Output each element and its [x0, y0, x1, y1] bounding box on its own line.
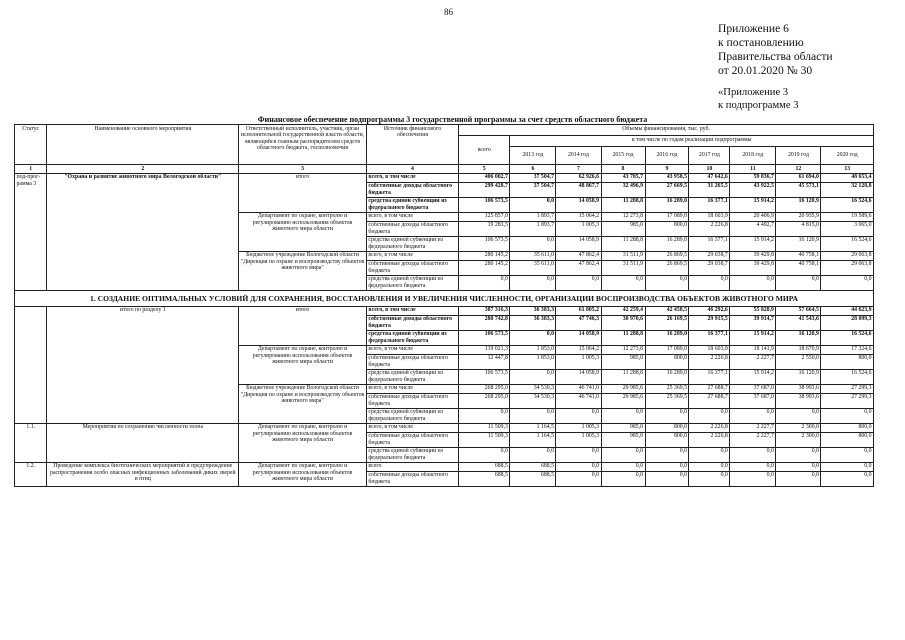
value-cell: 0,0 [821, 447, 874, 462]
value-cell: 2 300,0 [776, 423, 821, 432]
value-cell: 0,0 [556, 462, 601, 471]
value-cell: 800,0 [821, 423, 874, 432]
source-cell: средства единой субвенции из федерального бюджета [366, 197, 458, 212]
value-cell: 2 227,7 [730, 432, 776, 447]
value-cell: 61 694,0 [776, 173, 821, 182]
value-cell: 38 993,6 [776, 393, 821, 408]
value-cell: 0,0 [645, 471, 689, 486]
column-number: 10 [689, 165, 730, 174]
value-cell: 0,0 [510, 197, 556, 212]
column-number: 3 [239, 165, 367, 174]
value-cell: 1 853,0 [510, 354, 556, 369]
column-number: 12 [776, 165, 821, 174]
event-name: Проведение комплекса биотехнических мероприятий и предупреждение распространения особо опасных инфекционных заболеваний диких зверей и птиц [47, 462, 239, 486]
value-cell: 0,0 [776, 275, 821, 290]
source-cell: средства единой субвенции из федерального бюджета [366, 369, 458, 384]
value-cell: 29 038,7 [689, 251, 730, 260]
value-cell: 106 573,5 [459, 197, 510, 212]
value-cell: 0,0 [556, 471, 601, 486]
executor-cell: Департамент по охране, контролю и регулированию использования объектов животного мира области [239, 345, 367, 384]
value-cell: 2 226,8 [689, 354, 730, 369]
value-cell: 985,0 [601, 354, 645, 369]
value-cell: 39 914,7 [730, 315, 776, 330]
executor-cell: Бюджетное учреждение Вологодской области "Дирекция по охране и воспроизводству объектов животного мира" [239, 251, 367, 290]
source-cell: средства единой субвенции из федерального бюджета [366, 330, 458, 345]
value-cell: 37 687,0 [730, 384, 776, 393]
value-cell: 0,0 [510, 447, 556, 462]
source-cell: собственные доходы областного бюджета [366, 393, 458, 408]
column-number: 1 [15, 165, 47, 174]
value-cell: 1 164,5 [510, 423, 556, 432]
header-year: 2020 год [821, 147, 874, 165]
source-cell: всего, в том числе [366, 251, 458, 260]
value-cell: 15 914,2 [730, 369, 776, 384]
value-cell: 800,0 [645, 354, 689, 369]
value-cell: 2 226,8 [689, 423, 730, 432]
value-cell: 0,0 [776, 462, 821, 471]
value-cell: 0,0 [601, 275, 645, 290]
value-cell: 26 869,5 [645, 260, 689, 275]
column-number: 4 [366, 165, 458, 174]
value-cell: 1 893,7 [510, 221, 556, 236]
value-cell: 32 496,9 [601, 182, 645, 197]
event-name: итого по разделу 1 [47, 306, 239, 423]
value-cell: 26 869,5 [645, 251, 689, 260]
executor-cell: итого [239, 173, 367, 212]
value-cell: 16 377,1 [689, 369, 730, 384]
value-cell: 35 611,0 [510, 251, 556, 260]
value-cell: 18 670,9 [776, 345, 821, 354]
value-cell: 0,0 [510, 408, 556, 423]
table-title: Финансовое обеспечение подпрограммы 3 государственной программы за счет средств областного бюджета [257, 115, 648, 124]
value-cell: 0,0 [730, 447, 776, 462]
value-cell: 0,0 [730, 275, 776, 290]
header-year: 2013 год [510, 147, 556, 165]
value-cell: 29 985,6 [601, 393, 645, 408]
value-cell: 29 038,7 [689, 260, 730, 275]
value-cell: 39 429,8 [730, 260, 776, 275]
value-cell: 0,0 [776, 408, 821, 423]
value-cell: 27 688,7 [689, 384, 730, 393]
header-year: 2015 год [601, 147, 645, 165]
value-cell: 0,0 [730, 408, 776, 423]
value-cell: 0,0 [689, 447, 730, 462]
value-cell: 18 141,9 [730, 345, 776, 354]
value-cell: 985,0 [601, 423, 645, 432]
value-cell: 12 273,8 [601, 345, 645, 354]
value-cell: 16 524,6 [821, 236, 874, 251]
column-number: 7 [556, 165, 601, 174]
value-cell: 17 324,6 [821, 345, 874, 354]
table-row [15, 125, 874, 136]
source-cell: средства единой субвенции из федерального бюджета [366, 408, 458, 423]
value-cell: 688,5 [459, 462, 510, 471]
value-cell: 31 511,9 [601, 260, 645, 275]
source-cell: всего, в том числе [366, 345, 458, 354]
value-cell: 29 915,5 [689, 315, 730, 330]
source-cell: собственные доходы областного бюджета [366, 315, 458, 330]
approval-line: к постановлению [718, 36, 804, 49]
value-cell: 41 543,6 [776, 315, 821, 330]
value-cell: 17 089,0 [645, 212, 689, 221]
value-cell: 0,0 [689, 275, 730, 290]
value-cell: 27 299,3 [821, 393, 874, 408]
value-cell: 18 603,9 [689, 212, 730, 221]
approval-line: к подпрограмме 3 [718, 99, 799, 111]
value-cell: 0,0 [645, 408, 689, 423]
value-cell: 0,0 [459, 447, 510, 462]
value-cell: 16 289,0 [645, 236, 689, 251]
value-cell: 688,5 [459, 471, 510, 486]
value-cell: 2 226,8 [689, 221, 730, 236]
value-cell: 12 447,8 [459, 354, 510, 369]
header-year: 2018 год [730, 147, 776, 165]
value-cell: 688,5 [510, 462, 556, 471]
value-cell: 16 120,9 [776, 197, 821, 212]
column-number: 13 [821, 165, 874, 174]
approval-line: Приложение 6 [718, 22, 789, 35]
approval-line: «Приложение 3 [718, 87, 789, 98]
value-cell: 3 065,0 [821, 221, 874, 236]
value-cell: 800,0 [645, 423, 689, 432]
approval-reference [718, 87, 799, 112]
value-cell: 40 758,1 [776, 251, 821, 260]
value-cell: 106 573,5 [459, 236, 510, 251]
value-cell: 29 063,8 [821, 260, 874, 275]
value-cell: 1 005,3 [556, 354, 601, 369]
value-cell: 2 227,7 [730, 423, 776, 432]
value-cell: 800,0 [645, 221, 689, 236]
value-cell: 47 746,3 [556, 315, 601, 330]
value-cell: 42 458,5 [645, 306, 689, 315]
status-cell: 1.1. [15, 423, 47, 462]
value-cell: 11 288,8 [601, 330, 645, 345]
header-source: Источник финансового обеспечения [366, 125, 458, 165]
value-cell: 16 524,6 [821, 330, 874, 345]
header-year: 2017 год [689, 147, 730, 165]
value-cell: 2 550,0 [776, 354, 821, 369]
value-cell: 19 589,6 [821, 212, 874, 221]
value-cell: 0,0 [821, 471, 874, 486]
value-cell: 46 292,6 [689, 306, 730, 315]
header-status: Статус [15, 125, 47, 165]
value-cell: 38 993,6 [776, 384, 821, 393]
value-cell: 17 089,0 [645, 345, 689, 354]
value-cell: 1 005,3 [556, 432, 601, 447]
value-cell: 0,0 [601, 462, 645, 471]
value-cell: 0,0 [689, 462, 730, 471]
value-cell: 12 273,8 [601, 212, 645, 221]
value-cell: 0,0 [821, 408, 874, 423]
value-cell: 27 688,7 [689, 393, 730, 408]
approval-block [718, 22, 833, 78]
value-cell: 14 058,9 [556, 236, 601, 251]
value-cell: 48 867,7 [556, 182, 601, 197]
value-cell: 20 406,9 [730, 212, 776, 221]
value-cell: 40 758,1 [776, 260, 821, 275]
value-cell: 30 970,6 [601, 315, 645, 330]
value-cell: 0,0 [821, 275, 874, 290]
value-cell: 44 623,9 [821, 306, 874, 315]
status-cell: 1.2. [15, 462, 47, 486]
value-cell: 16 377,1 [689, 197, 730, 212]
value-cell: 800,0 [821, 432, 874, 447]
value-cell: 34 530,3 [510, 393, 556, 408]
value-cell: 31 265,5 [689, 182, 730, 197]
table-row [15, 173, 874, 182]
section-title: 1. СОЗДАНИЕ ОПТИМАЛЬНЫХ УСЛОВИЙ ДЛЯ СОХРАНЕНИЯ, ВОССТАНОВЛЕНИЯ И УВЕЛИЧЕНИЯ ЧИСЛЕННОСТИ, ОРГАНИЗАЦИИ ВОСПРОИЗВОДСТВА ОБЪЕКТОВ ЖИВОТНОГО МИРА [15, 290, 874, 306]
value-cell: 20 935,9 [776, 212, 821, 221]
value-cell: 0,0 [821, 462, 874, 471]
value-cell: 16 120,9 [776, 369, 821, 384]
value-cell: 1 164,5 [510, 432, 556, 447]
value-cell: 0,0 [601, 447, 645, 462]
value-cell: 2 227,7 [730, 354, 776, 369]
value-cell: 0,0 [689, 408, 730, 423]
value-cell: 800,0 [821, 354, 874, 369]
source-cell: средства единой субвенции из федерального бюджета [366, 447, 458, 462]
value-cell: 16 524,6 [821, 369, 874, 384]
value-cell: 688,5 [510, 471, 556, 486]
value-cell: 11 288,8 [601, 236, 645, 251]
value-cell: 0,0 [510, 330, 556, 345]
value-cell: 280 145,2 [459, 251, 510, 260]
value-cell: 11 509,3 [459, 432, 510, 447]
value-cell: 985,0 [601, 432, 645, 447]
executor-cell: Департамент по охране, контролю и регулированию использования объектов животного мира области [239, 462, 367, 486]
value-cell: 31 511,9 [601, 251, 645, 260]
value-cell: 27 299,3 [821, 384, 874, 393]
value-cell: 47 642,6 [689, 173, 730, 182]
executor-cell: Департамент по охране, контролю и регулированию использования объектов животного мира области [239, 423, 367, 462]
value-cell: 14 058,9 [556, 330, 601, 345]
value-cell: 0,0 [601, 408, 645, 423]
value-cell: 29 985,6 [601, 384, 645, 393]
value-cell: 268 295,0 [459, 393, 510, 408]
value-cell: 0,0 [645, 275, 689, 290]
value-cell: 14 058,9 [556, 369, 601, 384]
value-cell: 125 857,0 [459, 212, 510, 221]
source-cell: всего, в том числе [366, 384, 458, 393]
value-cell: 0,0 [510, 369, 556, 384]
value-cell: 0,0 [645, 447, 689, 462]
value-cell: 0,0 [776, 447, 821, 462]
value-cell: 16 524,6 [821, 197, 874, 212]
value-cell: 280 145,2 [459, 260, 510, 275]
value-cell: 26 169,5 [645, 315, 689, 330]
executor-cell: Бюджетное учреждение Вологодской области "Дирекция по охране и воспроизводству объектов животного мира" [239, 384, 367, 423]
value-cell: 299 428,7 [459, 182, 510, 197]
source-cell: средства единой субвенции из федерального бюджета [366, 275, 458, 290]
value-cell: 27 669,5 [645, 182, 689, 197]
value-cell: 37 504,7 [510, 173, 556, 182]
column-number: 11 [730, 165, 776, 174]
value-cell: 0,0 [510, 275, 556, 290]
executor-cell: Департамент по охране, контролю и регулированию использования объектов животного мира области [239, 212, 367, 251]
value-cell: 11 509,3 [459, 423, 510, 432]
header-year: 2019 год [776, 147, 821, 165]
value-cell: 28 099,3 [821, 315, 874, 330]
value-cell: 43 958,5 [645, 173, 689, 182]
source-cell: собственные доходы областного бюджета [366, 221, 458, 236]
value-cell: 39 429,8 [730, 251, 776, 260]
value-cell: 280 742,8 [459, 315, 510, 330]
table-row [15, 165, 874, 174]
table-row [15, 423, 874, 432]
value-cell: 16 289,0 [645, 369, 689, 384]
value-cell: 19 283,5 [459, 221, 510, 236]
value-cell: 34 530,3 [510, 384, 556, 393]
value-cell: 16 377,1 [689, 330, 730, 345]
source-cell: всего, в том числе [366, 306, 458, 315]
value-cell: 47 862,4 [556, 260, 601, 275]
value-cell: 2 300,0 [776, 432, 821, 447]
header-year: 2016 год [645, 147, 689, 165]
status-cell: под-прог-рамма 3 [15, 173, 47, 290]
source-cell: собственные доходы областного бюджета [366, 260, 458, 275]
financing-table [14, 124, 874, 487]
source-cell: собственные доходы областного бюджета [366, 182, 458, 197]
approval-line: Правительства области [718, 50, 833, 63]
value-cell: 0,0 [730, 462, 776, 471]
table-row [15, 290, 874, 306]
value-cell: 0,0 [776, 471, 821, 486]
source-cell: всего, в том числе [366, 423, 458, 432]
value-cell: 2 226,8 [689, 432, 730, 447]
value-cell: 4 815,0 [776, 221, 821, 236]
value-cell: 0,0 [730, 471, 776, 486]
column-number: 8 [601, 165, 645, 174]
value-cell: 36 383,3 [510, 306, 556, 315]
value-cell: 119 021,3 [459, 345, 510, 354]
value-cell: 15 914,2 [730, 197, 776, 212]
column-number: 2 [47, 165, 239, 174]
value-cell: 16 289,0 [645, 330, 689, 345]
value-cell: 43 922,5 [730, 182, 776, 197]
header-event: Наименование основного мероприятия [47, 125, 239, 165]
value-cell: 0,0 [510, 236, 556, 251]
value-cell: 47 862,4 [556, 251, 601, 260]
value-cell: 45 573,1 [776, 182, 821, 197]
value-cell: 18 603,9 [689, 345, 730, 354]
value-cell: 16 120,9 [776, 330, 821, 345]
header-total: всего [459, 136, 510, 165]
column-number: 9 [645, 165, 689, 174]
value-cell: 985,0 [601, 221, 645, 236]
table-row [15, 462, 874, 471]
value-cell: 106 573,5 [459, 369, 510, 384]
value-cell: 15 064,2 [556, 212, 601, 221]
value-cell: 25 369,5 [645, 393, 689, 408]
source-cell: средства единой субвенции из федерального бюджета [366, 236, 458, 251]
executor-cell: итого [239, 306, 367, 345]
table-row [15, 306, 874, 315]
source-cell: собственные доходы областного бюджета [366, 432, 458, 447]
value-cell: 16 120,9 [776, 236, 821, 251]
value-cell: 35 611,0 [510, 260, 556, 275]
value-cell: 387 316,3 [459, 306, 510, 315]
value-cell: 406 002,7 [459, 173, 510, 182]
value-cell: 36 383,3 [510, 315, 556, 330]
header-volumes: Объемы финансирования, тыс. руб. [459, 125, 874, 136]
value-cell: 1 853,0 [510, 345, 556, 354]
value-cell: 61 805,2 [556, 306, 601, 315]
header-year: 2014 год [556, 147, 601, 165]
value-cell: 46 741,0 [556, 393, 601, 408]
value-cell: 16 377,1 [689, 236, 730, 251]
value-cell: 11 288,8 [601, 197, 645, 212]
value-cell: 37 687,0 [730, 393, 776, 408]
value-cell: 55 828,9 [730, 306, 776, 315]
value-cell: 59 836,7 [730, 173, 776, 182]
status-cell [15, 306, 47, 423]
value-cell: 1 005,3 [556, 221, 601, 236]
value-cell: 1 893,7 [510, 212, 556, 221]
value-cell: 15 064,2 [556, 345, 601, 354]
value-cell: 1 005,3 [556, 423, 601, 432]
value-cell: 29 063,8 [821, 251, 874, 260]
source-cell: всего, в том числе [366, 173, 458, 182]
source-cell: собственные доходы областного бюджета [366, 471, 458, 486]
value-cell: 37 504,7 [510, 182, 556, 197]
value-cell: 25 369,5 [645, 384, 689, 393]
value-cell: 0,0 [556, 447, 601, 462]
header-by-years: в том числе по годам реализации подпрограммы [510, 136, 874, 147]
approval-line: от 20.01.2020 № 30 [718, 64, 813, 77]
source-cell: всего [366, 462, 458, 471]
page-number: 86 [444, 7, 453, 17]
value-cell: 15 914,2 [730, 236, 776, 251]
value-cell: 42 259,4 [601, 306, 645, 315]
source-cell: всего, в том числе [366, 212, 458, 221]
value-cell: 62 926,6 [556, 173, 601, 182]
value-cell: 4 492,7 [730, 221, 776, 236]
value-cell: 16 289,0 [645, 197, 689, 212]
column-number: 6 [510, 165, 556, 174]
value-cell: 0,0 [459, 275, 510, 290]
value-cell: 46 741,0 [556, 384, 601, 393]
column-number: 5 [459, 165, 510, 174]
value-cell: 268 295,0 [459, 384, 510, 393]
value-cell: 0,0 [645, 462, 689, 471]
event-name: Мероприятия по сохранению численности зоопа [47, 423, 239, 462]
event-name: "Охрана и развитие животного мира Вологодской области" [47, 173, 239, 290]
value-cell: 800,0 [645, 432, 689, 447]
value-cell: 15 914,2 [730, 330, 776, 345]
value-cell: 48 653,4 [821, 173, 874, 182]
value-cell: 57 664,5 [776, 306, 821, 315]
value-cell: 32 128,8 [821, 182, 874, 197]
value-cell: 0,0 [601, 471, 645, 486]
value-cell: 0,0 [556, 275, 601, 290]
value-cell: 0,0 [556, 408, 601, 423]
value-cell: 0,0 [689, 471, 730, 486]
value-cell: 106 573,5 [459, 330, 510, 345]
value-cell: 14 058,9 [556, 197, 601, 212]
source-cell: собственные доходы областного бюджета [366, 354, 458, 369]
value-cell: 11 288,8 [601, 369, 645, 384]
value-cell: 43 785,7 [601, 173, 645, 182]
header-executor: Ответственный исполнитель, участник, орган исполнительной государственной власти области, являющийся главным распорядителем средств областного бюджета, госполномочия [239, 125, 367, 165]
value-cell: 0,0 [459, 408, 510, 423]
